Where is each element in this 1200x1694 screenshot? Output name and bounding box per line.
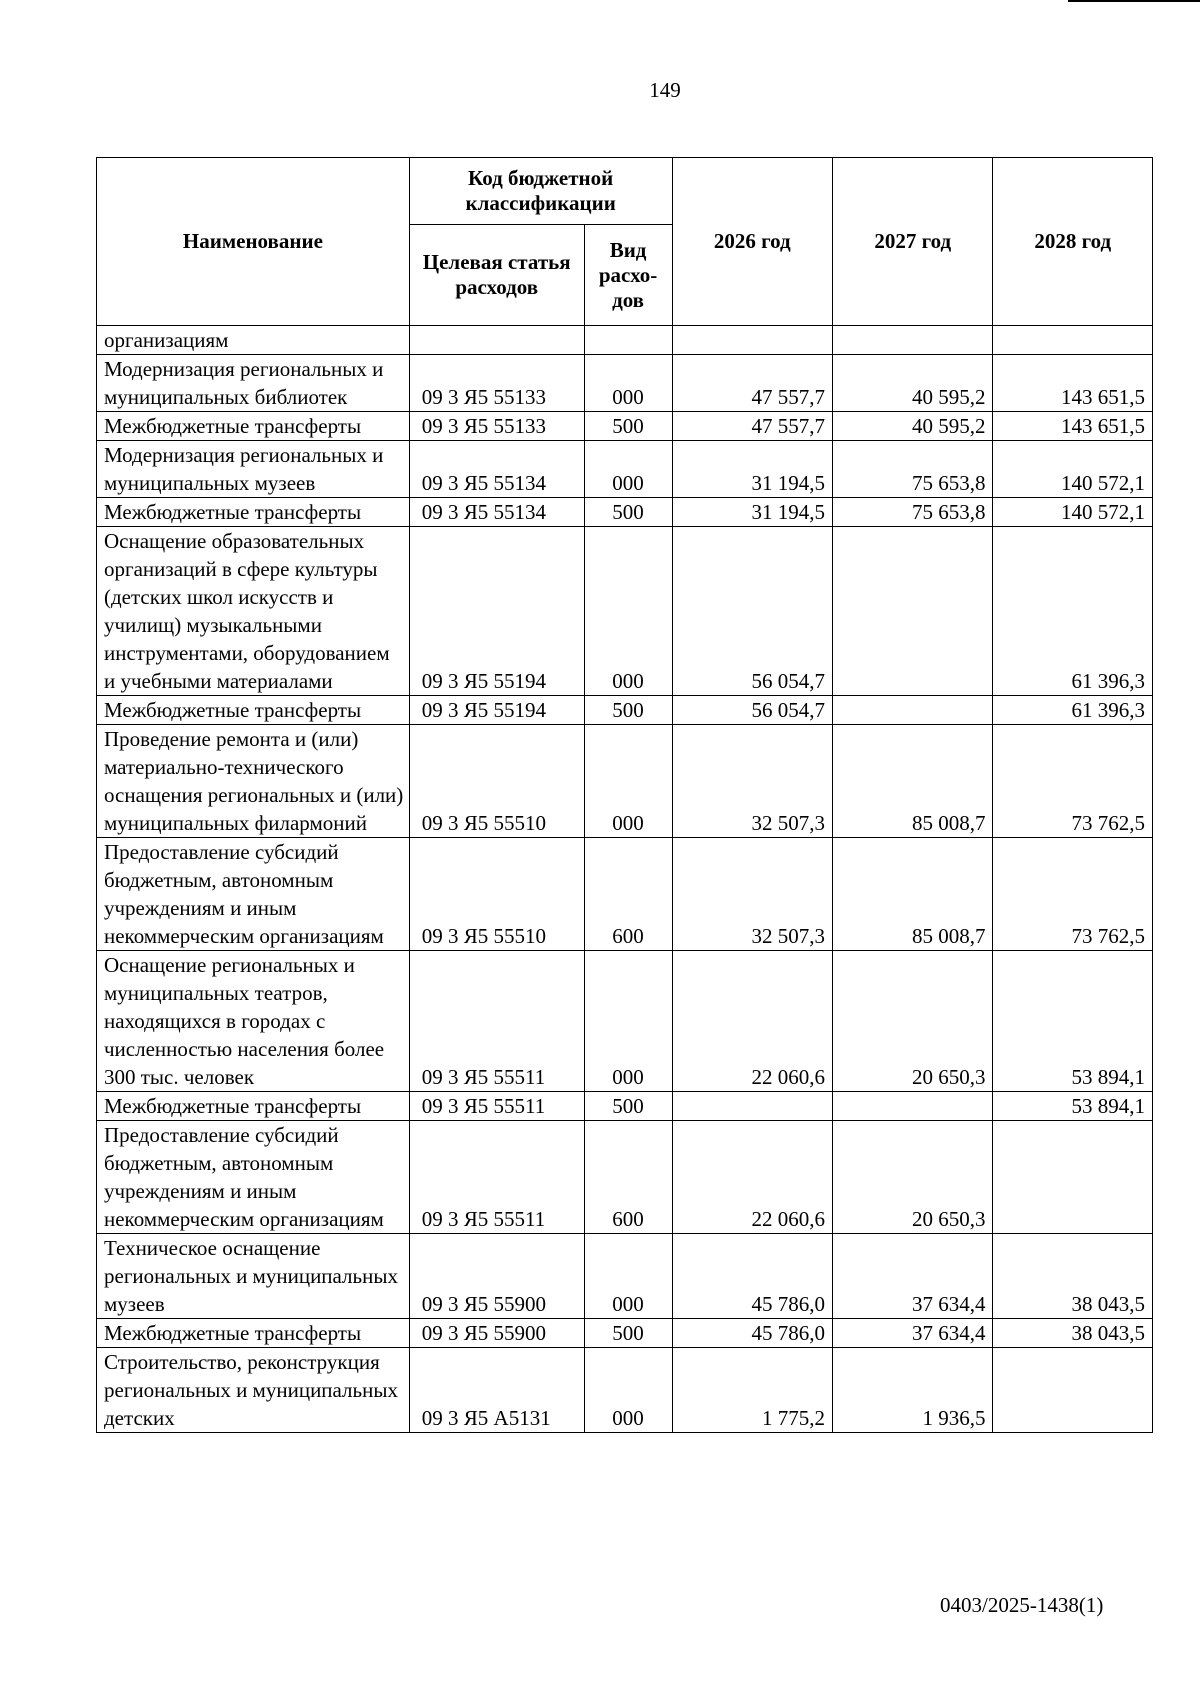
row-value-2028: 73 762,5 bbox=[993, 838, 1153, 951]
table-row bbox=[97, 696, 1153, 725]
row-value-2026: 31 194,5 bbox=[672, 498, 832, 527]
row-value-2028 bbox=[993, 326, 1153, 355]
row-value-2028: 140 572,1 bbox=[993, 498, 1153, 527]
row-expense-type: 000 bbox=[584, 527, 672, 696]
header-code-group: Код бюджетной классификации bbox=[409, 158, 672, 225]
row-target-article: 09 3 Я5 55900 bbox=[409, 1319, 584, 1348]
row-expense-type: 000 bbox=[584, 1234, 672, 1319]
header-target-article: Целевая статья расходов bbox=[409, 225, 584, 326]
row-expense-type: 500 bbox=[584, 1092, 672, 1121]
row-target-article: 09 3 Я5 55194 bbox=[409, 527, 584, 696]
corner-line bbox=[1068, 0, 1200, 2]
row-value-2027 bbox=[833, 527, 993, 696]
row-value-2028 bbox=[993, 1348, 1153, 1433]
row-target-article: 09 3 Я5 55133 bbox=[409, 355, 584, 412]
row-value-2027 bbox=[833, 696, 993, 725]
row-target-article: 09 3 Я5 55511 bbox=[409, 1121, 584, 1234]
row-value-2028: 53 894,1 bbox=[993, 1092, 1153, 1121]
row-value-2027: 75 653,8 bbox=[833, 441, 993, 498]
row-value-2028: 143 651,5 bbox=[993, 355, 1153, 412]
table-row bbox=[97, 1348, 1153, 1433]
row-value-2028: 38 043,5 bbox=[993, 1319, 1153, 1348]
row-target-article: 09 3 Я5 55511 bbox=[409, 1092, 584, 1121]
row-value-2027: 40 595,2 bbox=[833, 412, 993, 441]
header-name: Наименование bbox=[97, 158, 410, 326]
header-year-2027: 2027 год bbox=[833, 158, 993, 326]
row-expense-type bbox=[584, 326, 672, 355]
row-name: Межбюджетные трансферты bbox=[97, 1319, 410, 1348]
row-value-2027: 20 650,3 bbox=[833, 951, 993, 1092]
row-expense-type: 000 bbox=[584, 355, 672, 412]
row-value-2027: 20 650,3 bbox=[833, 1121, 993, 1234]
row-value-2027: 40 595,2 bbox=[833, 355, 993, 412]
row-expense-type: 000 bbox=[584, 951, 672, 1092]
table-row bbox=[97, 412, 1153, 441]
row-value-2026: 47 557,7 bbox=[672, 412, 832, 441]
row-name: Техническое оснащение региональных и муниципальных музеев bbox=[97, 1234, 410, 1319]
table-row bbox=[97, 1121, 1153, 1234]
header-year-2028: 2028 год bbox=[993, 158, 1153, 326]
row-expense-type: 000 bbox=[584, 1348, 672, 1433]
row-expense-type: 000 bbox=[584, 441, 672, 498]
row-value-2027: 85 008,7 bbox=[833, 725, 993, 838]
table-row bbox=[97, 441, 1153, 498]
row-value-2026: 45 786,0 bbox=[672, 1319, 832, 1348]
row-target-article: 09 3 Я5 55133 bbox=[409, 412, 584, 441]
table-row bbox=[97, 838, 1153, 951]
table-row bbox=[97, 498, 1153, 527]
row-value-2028: 61 396,3 bbox=[993, 696, 1153, 725]
row-expense-type: 500 bbox=[584, 412, 672, 441]
header-year-2026: 2026 год bbox=[672, 158, 832, 326]
row-name: Строительство, реконструкция региональных и муниципальных детских bbox=[97, 1348, 410, 1433]
row-value-2026: 32 507,3 bbox=[672, 725, 832, 838]
row-name: Предоставление субсидий бюджетным, автономным учреждениям и иным некоммерческим организациям bbox=[97, 838, 410, 951]
row-name: Проведение ремонта и (или) материально-технического оснащения региональных и (или) муниципальных филармоний bbox=[97, 725, 410, 838]
row-expense-type: 500 bbox=[584, 1319, 672, 1348]
row-value-2026: 31 194,5 bbox=[672, 441, 832, 498]
table-row bbox=[97, 1234, 1153, 1319]
row-value-2027: 1 936,5 bbox=[833, 1348, 993, 1433]
row-name: Межбюджетные трансферты bbox=[97, 1092, 410, 1121]
row-value-2028: 73 762,5 bbox=[993, 725, 1153, 838]
row-value-2027 bbox=[833, 1092, 993, 1121]
row-value-2026: 1 775,2 bbox=[672, 1348, 832, 1433]
row-expense-type: 600 bbox=[584, 1121, 672, 1234]
budget-table bbox=[96, 157, 1153, 1433]
row-value-2028: 143 651,5 bbox=[993, 412, 1153, 441]
row-expense-type: 000 bbox=[584, 725, 672, 838]
row-value-2028: 140 572,1 bbox=[993, 441, 1153, 498]
row-expense-type: 500 bbox=[584, 696, 672, 725]
table-row bbox=[97, 326, 1153, 355]
row-name: Оснащение образовательных организаций в сфере культуры (детских школ искусств и училищ) музыкальными инструментами, оборудованием и учебными материалами bbox=[97, 527, 410, 696]
row-value-2026: 47 557,7 bbox=[672, 355, 832, 412]
row-target-article: 09 3 Я5 55194 bbox=[409, 696, 584, 725]
table-body bbox=[97, 326, 1153, 1433]
row-name: Межбюджетные трансферты bbox=[97, 498, 410, 527]
row-target-article: 09 3 Я5 55511 bbox=[409, 951, 584, 1092]
row-target-article bbox=[409, 326, 584, 355]
row-value-2026 bbox=[672, 1092, 832, 1121]
row-target-article: 09 3 Я5 А5131 bbox=[409, 1348, 584, 1433]
row-name: Модернизация региональных и муниципальных библиотек bbox=[97, 355, 410, 412]
row-name: Предоставление субсидий бюджетным, автономным учреждениям и иным некоммерческим организациям bbox=[97, 1121, 410, 1234]
row-expense-type: 500 bbox=[584, 498, 672, 527]
row-target-article: 09 3 Я5 55134 bbox=[409, 498, 584, 527]
row-value-2026: 45 786,0 bbox=[672, 1234, 832, 1319]
row-value-2026: 22 060,6 bbox=[672, 1121, 832, 1234]
row-value-2026: 56 054,7 bbox=[672, 696, 832, 725]
row-target-article: 09 3 Я5 55510 bbox=[409, 725, 584, 838]
row-value-2028: 38 043,5 bbox=[993, 1234, 1153, 1319]
table-row bbox=[97, 355, 1153, 412]
table-row bbox=[97, 725, 1153, 838]
row-value-2028 bbox=[993, 1121, 1153, 1234]
row-value-2027 bbox=[833, 326, 993, 355]
row-target-article: 09 3 Я5 55900 bbox=[409, 1234, 584, 1319]
row-target-article: 09 3 Я5 55134 bbox=[409, 441, 584, 498]
row-name: Межбюджетные трансферты bbox=[97, 412, 410, 441]
row-value-2027: 37 634,4 bbox=[833, 1319, 993, 1348]
row-value-2026: 56 054,7 bbox=[672, 527, 832, 696]
row-value-2028: 61 396,3 bbox=[993, 527, 1153, 696]
table-row bbox=[97, 1319, 1153, 1348]
row-target-article: 09 3 Я5 55510 bbox=[409, 838, 584, 951]
row-value-2026 bbox=[672, 326, 832, 355]
row-value-2027: 75 653,8 bbox=[833, 498, 993, 527]
table-row bbox=[97, 951, 1153, 1092]
header-expense-type: Вид расхо-дов bbox=[584, 225, 672, 326]
row-name: Межбюджетные трансферты bbox=[97, 696, 410, 725]
page-number: 149 bbox=[649, 78, 681, 102]
row-name: Модернизация региональных и муниципальных музеев bbox=[97, 441, 410, 498]
row-name: организациям bbox=[97, 326, 410, 355]
document-code: 0403/2025-1438(1) bbox=[940, 1593, 1104, 1617]
table-row bbox=[97, 1092, 1153, 1121]
row-value-2027: 37 634,4 bbox=[833, 1234, 993, 1319]
table-row bbox=[97, 527, 1153, 696]
row-value-2027: 85 008,7 bbox=[833, 838, 993, 951]
row-value-2026: 32 507,3 bbox=[672, 838, 832, 951]
table-header bbox=[97, 158, 1153, 326]
row-expense-type: 600 bbox=[584, 838, 672, 951]
row-value-2028: 53 894,1 bbox=[993, 951, 1153, 1092]
row-value-2026: 22 060,6 bbox=[672, 951, 832, 1092]
row-name: Оснащение региональных и муниципальных театров, находящихся в городах с численностью населения более 300 тыс. человек bbox=[97, 951, 410, 1092]
